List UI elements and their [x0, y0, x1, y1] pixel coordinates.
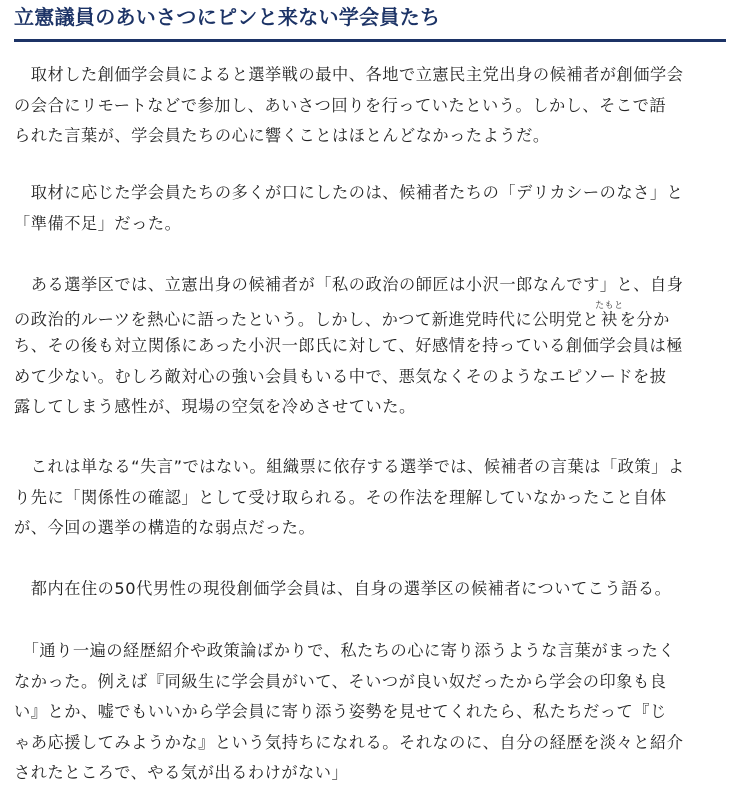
paragraph-line: 露してしまう感性が、現場の空気を冷めさせていた。	[14, 397, 416, 416]
paragraph-4	[14, 452, 728, 544]
article-heading: 立憲議員のあいさつにピンと来ない学会員たち	[14, 5, 441, 29]
paragraph-line-with-ruby	[14, 301, 728, 332]
paragraph-line: 「通り一遍の経歴紹介や政策論ばかりで、私たちの心に寄り添うような言葉がまったく	[14, 641, 676, 660]
ruby-base: 袂	[595, 309, 624, 329]
ruby-annotation	[595, 300, 624, 329]
paragraph-5	[14, 574, 728, 605]
paragraph-line: ゃあ応援してみようかな』という気持ちになれる。それなのに、自分の経歴を淡々と紹介	[14, 732, 684, 752]
paragraph-line-text: の政治的ルーツを熱心に語ったという。しかし、かつて新進党時代に公明党と	[14, 309, 600, 329]
paragraph-1	[14, 60, 728, 152]
paragraph-line: ち、その後も対立関係にあった小沢一郎氏に対して、好感情を持っている創価学会員は極	[14, 336, 684, 355]
paragraph-line: 取材した創価学会員によると選挙戦の最中、各地で立憲民主党出身の候補者が創価学会	[14, 65, 684, 84]
paragraph-line: られた言葉が、学会員たちの心に響くことはほとんどなかったようだ。	[14, 126, 550, 145]
ruby-text: たもと	[595, 300, 624, 311]
paragraph-2	[14, 178, 728, 239]
paragraph-line: ある選挙区では、立憲出身の候補者が「私の政治の師匠は小沢一郎なんです」と、自身	[14, 275, 684, 294]
paragraph-line: 都内在住の50代男性の現役創価学会員は、自身の選挙区の候補者についてこう語る。	[14, 579, 672, 598]
paragraph-line: が、今回の選挙の構造的な弱点だった。	[14, 518, 316, 537]
paragraph-line-text: を分か	[619, 309, 670, 329]
paragraph-line: これは単なる“失言”ではない。組織票に依存する選挙では、候補者の言葉は「政策」よ	[14, 457, 685, 476]
paragraph-3	[14, 270, 728, 423]
paragraph-line: り先に「関係性の確認」として受け取られる。その作法を理解していなかったこと自体	[14, 487, 667, 507]
paragraph-line: されたところで、やる気が出るわけがない」	[14, 763, 349, 782]
paragraph-line: の会合にリモートなどで参加し、あいさつ回りを行っていたという。しかし、そこで語	[14, 95, 667, 115]
paragraph-line: 「準備不足」だった。	[14, 213, 182, 233]
article-heading-block	[14, 2, 726, 42]
paragraph-line: なかった。例えば『同級生に学会員がいて、そいつが良い奴だったから学会の印象も良	[14, 671, 667, 691]
paragraph-line: めて少ない。むしろ敵対心の強い会員もいる中で、悪気なくそのようなエピソードを披	[14, 366, 667, 386]
paragraph-6	[14, 636, 728, 789]
paragraph-line: 取材に応じた学会員たちの多くが口にしたのは、候補者たちの「デリカシーのなさ」と	[14, 183, 684, 202]
paragraph-line: い』とか、嘘でもいいから学会員に寄り添う姿勢を見せてくれたら、私たちだって『じ	[14, 702, 667, 721]
